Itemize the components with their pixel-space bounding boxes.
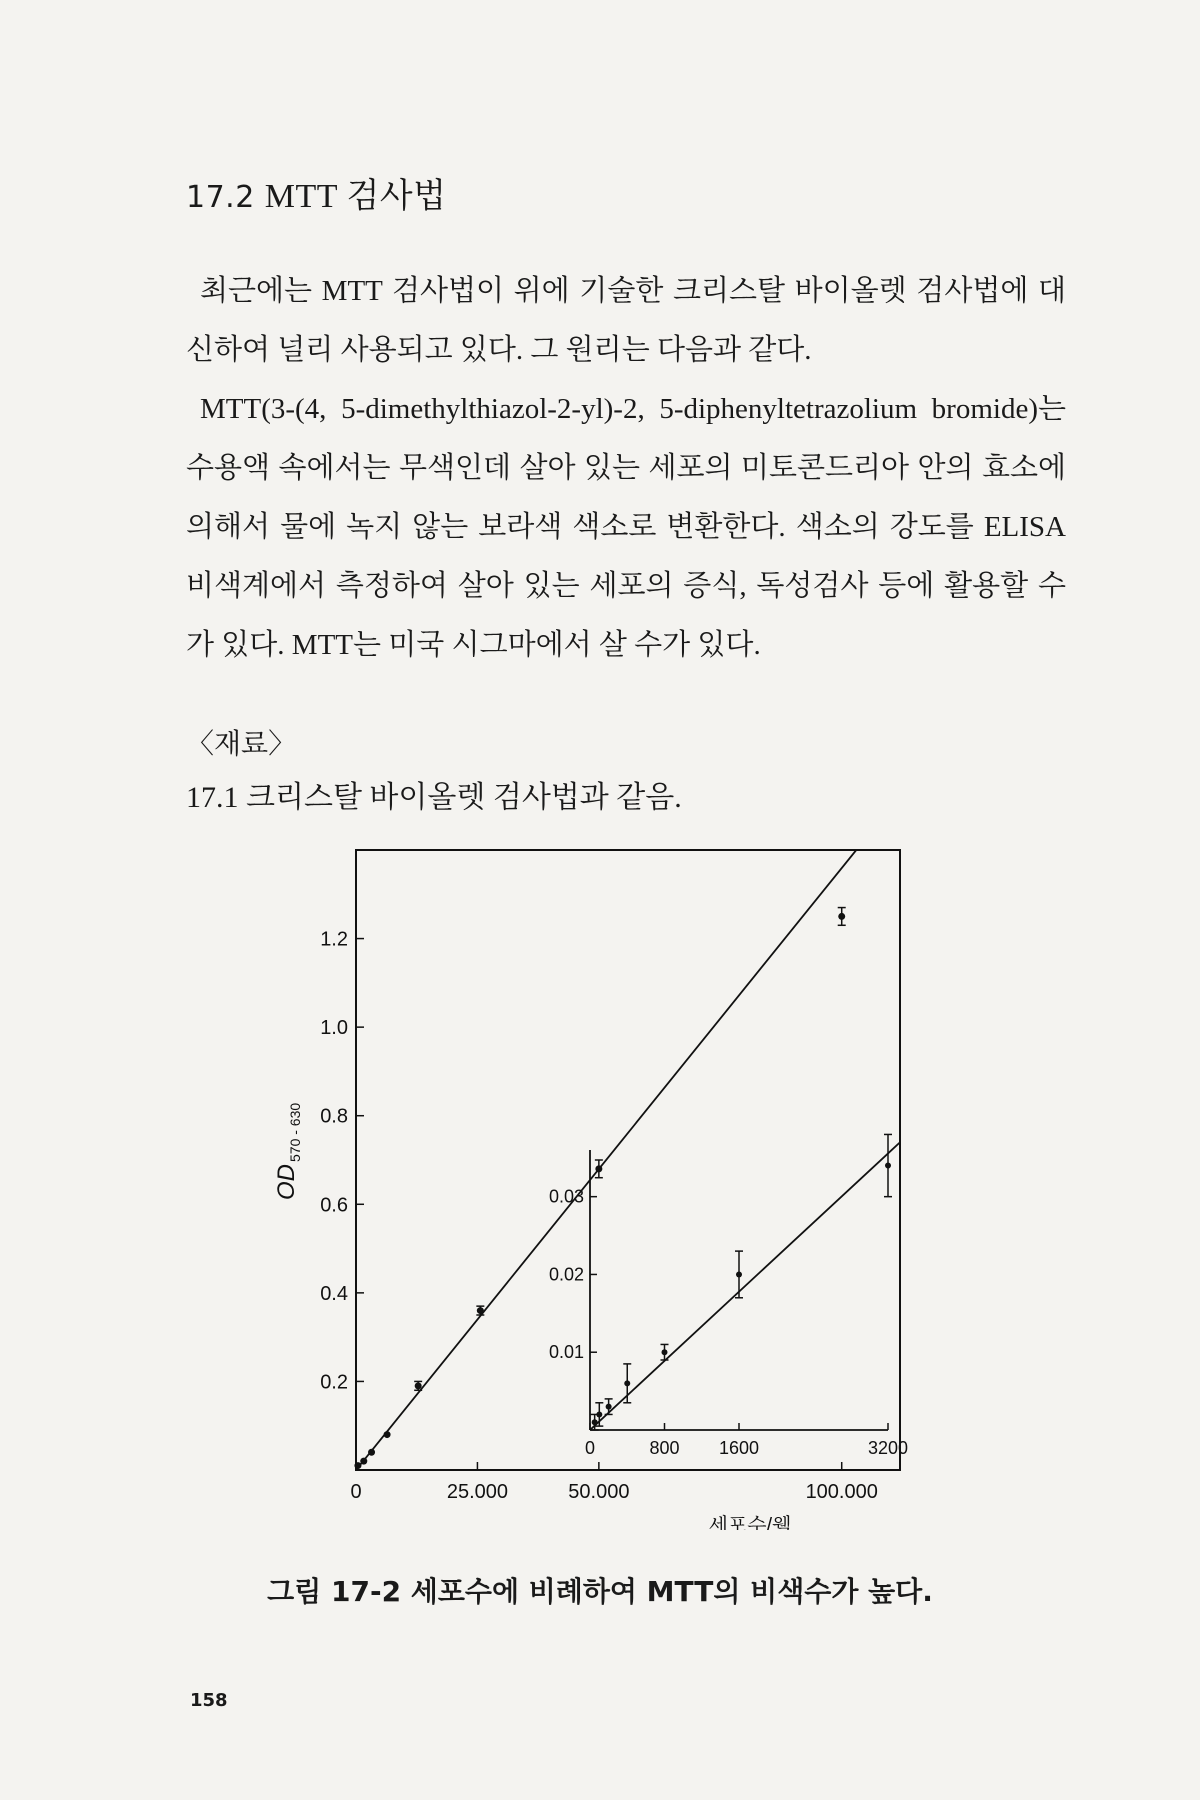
od-vs-cell-count-chart [260, 830, 920, 1530]
y-tick-label: 0.6 [320, 1194, 348, 1217]
inset-x-tick-label: 3200 [867, 1438, 909, 1458]
y-tick-label: 0.2 [320, 1371, 348, 1394]
data-point [477, 1307, 484, 1314]
inset-data-point [662, 1349, 668, 1355]
section-number: 17.2 [186, 180, 255, 215]
inset-data-point [596, 1411, 602, 1417]
inset-data-point [885, 1163, 891, 1169]
fit-line [356, 850, 856, 1470]
inset-data-point [624, 1380, 630, 1386]
inset-x-tick-label: 0 [584, 1438, 596, 1458]
body-text [186, 262, 1066, 675]
figure-chart [260, 830, 920, 1530]
materials-label: 〈재료〉 [186, 729, 297, 760]
data-point [838, 913, 845, 920]
inset-fit-line [590, 1119, 920, 1430]
y-tick-label: 0.4 [320, 1282, 348, 1305]
y-tick-label: 1.2 [320, 928, 348, 951]
data-point [354, 1462, 361, 1469]
data-point [415, 1382, 422, 1389]
section-title: MTT 검사법 [264, 178, 447, 215]
section-heading [186, 168, 446, 217]
y-axis-label-subscript: 570 - 630 [287, 1102, 303, 1162]
inset-x-tick-label: 1600 [718, 1438, 760, 1458]
inset-data-point [606, 1404, 612, 1410]
inset-data-point [736, 1271, 742, 1277]
x-tick-label: 50.000 [568, 1481, 630, 1503]
materials-item: 17.1 크리스탈 바이올렛 검사법과 같음. [186, 781, 682, 814]
inset-y-tick-label: 0.03 [548, 1186, 584, 1207]
y-axis-label: OD [273, 1164, 300, 1200]
page-number: 158 [190, 1690, 228, 1711]
x-tick-label: 100.000 [805, 1481, 878, 1503]
x-axis-label: 세포수/웰 [708, 1515, 792, 1530]
inset-y-tick-label: 0.01 [548, 1342, 584, 1363]
data-point [595, 1165, 602, 1172]
paragraph-mtt-principle: MTT(3-(4, 5-dimethylthiazol-2-yl)-2, 5-diphenyltetrazolium bromide)는 수용액 속에서는 무색인데 살아 있는 세포의 미토콘드리아 안의 효소에 의해서 물에 녹지 않는 보라색 색소로 변환한다. 색소의 강도를 ELISA 비색계에서 측정하여 살아 있는 세포의 증식, 독성검사 등에 활용할 수가 있다. MTT는 미국 시그마에서 살 수가 있다. [186, 393, 1066, 661]
inset-data-point [592, 1419, 598, 1425]
data-point [360, 1458, 367, 1465]
inset-y-tick-label: 0.02 [548, 1264, 584, 1285]
paragraph-intro: 최근에는 MTT 검사법이 위에 기술한 크리스탈 바이올렛 검사법에 대신하여 널리 사용되고 있다. 그 원리는 다음과 같다. [186, 275, 1066, 366]
inset-x-tick-label: 800 [649, 1438, 680, 1458]
y-tick-label: 1.0 [320, 1017, 348, 1040]
data-point [368, 1449, 375, 1456]
x-tick-label: 25.000 [446, 1481, 509, 1503]
data-point [384, 1431, 391, 1438]
x-tick-label: 0 [350, 1481, 362, 1503]
y-tick-label: 0.8 [320, 1105, 348, 1128]
figure-caption: 그림 17-2 세포수에 비례하여 MTT의 비색수가 높다. [267, 1575, 933, 1608]
